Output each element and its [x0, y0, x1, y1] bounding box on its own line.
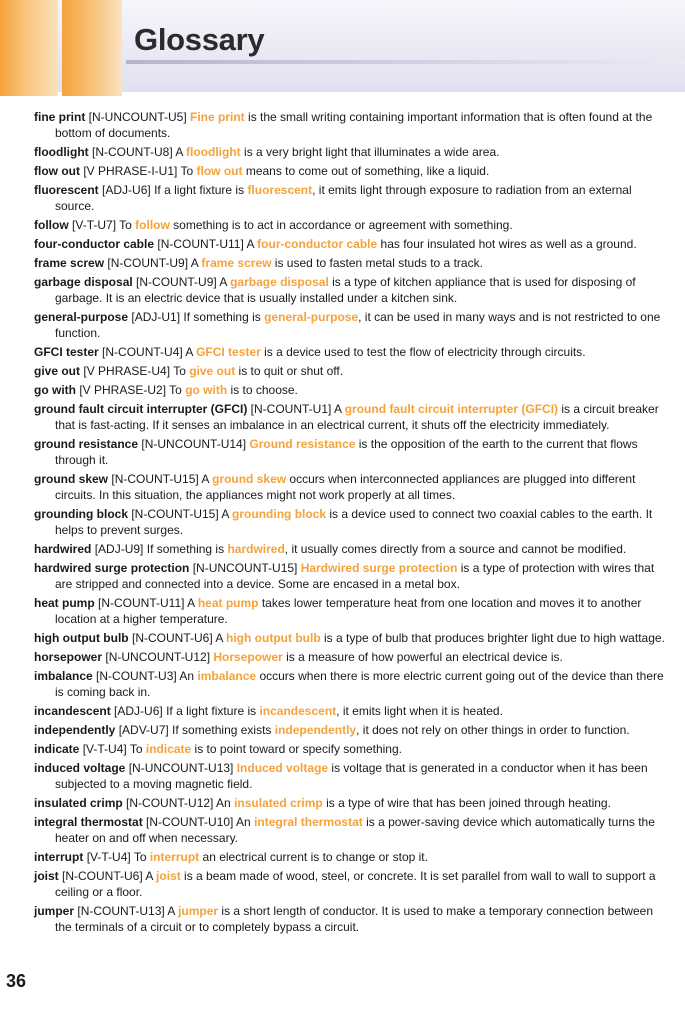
definition-lead-in: An [216, 796, 235, 810]
glossary-term: heat pump [34, 596, 95, 610]
glossary-term: jumper [34, 904, 75, 918]
glossary-tag: [N-COUNT-U12] [126, 796, 214, 810]
glossary-tag: [N-COUNT-U13] [77, 904, 165, 918]
definition-text: is a type of bulb that produces brighter light due to high wattage. [320, 631, 665, 645]
glossary-term: flow out [34, 164, 80, 178]
page-number: 36 [6, 971, 27, 991]
glossary-entry [34, 163, 668, 179]
definition-lead-in: If something exists [172, 723, 275, 737]
glossary-term: indicate [34, 742, 80, 756]
highlighted-term: high output bulb [226, 631, 321, 645]
glossary-entry [34, 109, 668, 141]
definition-text: is a type of kitchen appliance that is used for disposing of garbage. It is an electric device that is usually installed under a kitchen sink. [55, 275, 636, 305]
glossary-term: give out [34, 364, 81, 378]
definition-lead-in: To [133, 850, 150, 864]
page-title: Glossary [134, 22, 265, 57]
definition-text: an electrical current is to change or stop it. [199, 850, 428, 864]
definition-text: occurs when interconnected appliances are plugged into different circuits. In this situation, the appliances might not work properly at all times. [55, 472, 636, 502]
glossary-term: follow [34, 218, 69, 232]
definition-text: is a beam made of wood, steel, or concrete. It is set parallel from wall to wall to support a ceiling or a floor. [55, 869, 656, 899]
glossary-tag: [N-COUNT-U9] [107, 256, 189, 270]
glossary-term: integral thermostat [34, 815, 143, 829]
glossary-entry [34, 506, 668, 538]
glossary-term: fluorescent [34, 183, 99, 197]
definition-text: is a type of protection with wires that are stripped and connected into a device. Some are encased in a metal box. [55, 561, 655, 591]
definition-lead-in: An [179, 669, 198, 683]
definition-lead-in: A [175, 145, 187, 159]
glossary-entry [34, 868, 668, 900]
glossary-tag: [ADJ-U9] [94, 542, 144, 556]
highlighted-term: joist [156, 869, 181, 883]
glossary-entry [34, 274, 668, 306]
highlighted-term: Ground resistance [249, 437, 356, 451]
glossary-tag: [N-COUNT-U3] [96, 669, 177, 683]
definition-text: , it emits light through exposure to radiation from an external source. [55, 183, 632, 213]
highlighted-term: incandescent [259, 704, 337, 718]
glossary-term: hardwired [34, 542, 92, 556]
definition-lead-in: A [219, 275, 231, 289]
definition-lead-in: A [334, 402, 345, 416]
definition-lead-in: A [185, 345, 197, 359]
glossary-entry [34, 382, 668, 398]
glossary-term: induced voltage [34, 761, 126, 775]
highlighted-term: insulated crimp [234, 796, 323, 810]
glossary-tag: [V PHRASE-U2] [79, 383, 167, 397]
glossary-entry [34, 741, 668, 757]
definition-lead-in: A [167, 904, 179, 918]
definition-text: occurs when there is more electric current going out of the device than there is coming back in. [55, 669, 664, 699]
glossary-term: ground fault circuit interrupter (GFCI) [34, 402, 248, 416]
glossary-tag: [N-COUNT-U4] [102, 345, 183, 359]
glossary-tag: [V PHRASE-I-U1] [83, 164, 178, 178]
glossary-entry [34, 471, 668, 503]
glossary-term: insulated crimp [34, 796, 123, 810]
glossary-tag: [N-COUNT-U1] [250, 402, 332, 416]
highlighted-term: ground fault circuit interrupter (GFCI) [344, 402, 559, 416]
glossary-term: garbage disposal [34, 275, 133, 289]
definition-text: , it does not rely on other things in order to function. [356, 723, 630, 737]
definition-text: is to point toward or specify something. [191, 742, 402, 756]
glossary-term: incandescent [34, 704, 111, 718]
definition-text: is the small writing containing important information that is often found at the bottom of documents. [55, 110, 653, 140]
glossary-term: general-purpose [34, 310, 129, 324]
highlighted-term: imbalance [197, 669, 257, 683]
definition-text: , it usually comes directly from a source and cannot be modified. [284, 542, 627, 556]
glossary-term: horsepower [34, 650, 103, 664]
highlighted-term: Fine print [190, 110, 245, 124]
glossary-entry [34, 795, 668, 811]
glossary-tag: [N-COUNT-U15] [111, 472, 199, 486]
highlighted-term: interrupt [149, 850, 200, 864]
highlighted-term: integral thermostat [254, 815, 363, 829]
definition-text: , it can be used in many ways and is not restricted to one function. [55, 310, 661, 340]
page-header [0, 0, 685, 100]
definition-text: is a circuit breaker that is fast-acting. If it senses an imbalance in an electrical current, it shuts off the electricity immediately. [55, 402, 659, 432]
glossary-tag: [ADJ-U1] [131, 310, 181, 324]
title-underline [126, 60, 685, 64]
glossary-term: GFCI tester [34, 345, 99, 359]
highlighted-term: Hardwired surge protection [300, 561, 458, 575]
definition-lead-in: A [221, 507, 233, 521]
glossary-entry [34, 217, 668, 233]
highlighted-term: indicate [145, 742, 192, 756]
glossary-entry [34, 560, 668, 592]
highlighted-term: go with [185, 383, 228, 397]
glossary-tag: [N-COUNT-U10] [146, 815, 234, 829]
highlighted-term: general-purpose [264, 310, 359, 324]
highlighted-term: hardwired [227, 542, 285, 556]
glossary-tag: [ADV-U7] [118, 723, 169, 737]
highlighted-term: give out [189, 364, 236, 378]
definition-text: is a measure of how powerful an electrical device is. [282, 650, 563, 664]
highlighted-term: follow [135, 218, 170, 232]
definition-text: is a power-saving device which automatically turns the heater on and off when necessary. [55, 815, 655, 845]
glossary-tag: [V-T-U4] [82, 742, 127, 756]
highlighted-term: grounding block [232, 507, 327, 521]
definition-lead-in: If something is [183, 310, 265, 324]
definition-lead-in: A [215, 631, 227, 645]
glossary-entry [34, 849, 668, 865]
highlighted-term: floodlight [186, 145, 241, 159]
glossary-tag: [N-UNCOUNT-U14] [141, 437, 247, 451]
definition-text: takes lower temperature heat from one location and moves it to another location at a higher temperature. [55, 596, 642, 626]
definition-text: is a short length of conductor. It is used to make a temporary connection between the terminals of a circuit or to completely bypass a circuit. [55, 904, 653, 934]
glossary-term: joist [34, 869, 59, 883]
glossary-entry [34, 436, 668, 468]
glossary-entry [34, 182, 668, 214]
highlighted-term: four-conductor cable [257, 237, 378, 251]
definition-text: something is to act in accordance or agreement with something. [169, 218, 513, 232]
highlighted-term: heat pump [197, 596, 259, 610]
glossary-entry [34, 630, 668, 646]
definition-lead-in: To [173, 364, 190, 378]
glossary-tag: [ADJ-U6] [102, 183, 151, 197]
definition-lead-in: To [169, 383, 186, 397]
highlighted-term: GFCI tester [196, 345, 261, 359]
glossary-entry [34, 363, 668, 379]
definition-lead-in: To [180, 164, 197, 178]
glossary-term: hardwired surge protection [34, 561, 190, 575]
definition-lead-in: A [201, 472, 213, 486]
definition-text: is a very bright light that illuminates a wide area. [240, 145, 500, 159]
definition-lead-in: If something is [146, 542, 228, 556]
definition-lead-in: A [145, 869, 157, 883]
glossary-entry [34, 903, 668, 935]
glossary-term: high output bulb [34, 631, 129, 645]
orange-decor-bar-left [0, 0, 58, 96]
glossary-entry [34, 309, 668, 341]
highlighted-term: Horsepower [213, 650, 283, 664]
glossary-term: fine print [34, 110, 86, 124]
glossary-entry [34, 649, 668, 665]
definition-text: is to quit or shut off. [235, 364, 344, 378]
definition-lead-in: If a light fixture is [154, 183, 248, 197]
glossary-tag: [N-UNCOUNT-U15] [192, 561, 298, 575]
definition-text: is used to fasten metal studs to a track. [271, 256, 483, 270]
glossary-term: interrupt [34, 850, 84, 864]
glossary-term: ground resistance [34, 437, 139, 451]
glossary-entry [34, 722, 668, 738]
glossary-entry [34, 668, 668, 700]
definition-lead-in: To [129, 742, 146, 756]
highlighted-term: frame screw [201, 256, 272, 270]
definition-text: is a type of wire that has been joined through heating. [322, 796, 611, 810]
glossary-tag: [ADJ-U6] [114, 704, 163, 718]
highlighted-term: independently [274, 723, 357, 737]
definition-lead-in: A [187, 596, 198, 610]
glossary-entry [34, 814, 668, 846]
highlighted-term: ground skew [212, 472, 287, 486]
glossary-tag: [N-COUNT-U11] [157, 237, 244, 251]
glossary-entry [34, 595, 668, 627]
glossary-tag: [V-T-U4] [86, 850, 131, 864]
glossary-tag: [V PHRASE-U4] [83, 364, 171, 378]
glossary-tag: [N-UNCOUNT-U5] [88, 110, 187, 124]
glossary-term: frame screw [34, 256, 105, 270]
glossary-entry [34, 344, 668, 360]
definition-text: , it emits light when it is heated. [336, 704, 503, 718]
glossary-term: floodlight [34, 145, 89, 159]
highlighted-term: flow out [196, 164, 243, 178]
glossary-entry [34, 760, 668, 792]
highlighted-term: garbage disposal [230, 275, 329, 289]
definition-lead-in: To [119, 218, 136, 232]
glossary-entry [34, 255, 668, 271]
glossary-term: imbalance [34, 669, 93, 683]
glossary-entry [34, 541, 668, 557]
definition-lead-in: If a light fixture is [166, 704, 260, 718]
glossary-entry [34, 144, 668, 160]
orange-decor-bar-right [62, 0, 122, 96]
glossary-term: ground skew [34, 472, 109, 486]
definition-lead-in: A [190, 256, 202, 270]
glossary-entry [34, 401, 668, 433]
glossary-tag: [N-UNCOUNT-U13] [128, 761, 234, 775]
glossary-term: independently [34, 723, 116, 737]
glossary-list [34, 109, 668, 938]
definition-text: is voltage that is generated in a conductor when it has been subjected to a moving magnetic field. [55, 761, 648, 791]
glossary-tag: [N-COUNT-U15] [131, 507, 219, 521]
highlighted-term: fluorescent [247, 183, 313, 197]
definition-text: is to choose. [227, 383, 298, 397]
glossary-entry [34, 703, 668, 719]
definition-text: is the opposition of the earth to the current that flows through it. [55, 437, 638, 467]
glossary-entry [34, 236, 668, 252]
definition-lead-in: An [236, 815, 255, 829]
definition-text: is a device used to test the flow of electricity through circuits. [260, 345, 586, 359]
glossary-term: grounding block [34, 507, 128, 521]
definition-text: means to come out of something, like a liquid. [242, 164, 490, 178]
definition-text: has four insulated hot wires as well as a ground. [377, 237, 637, 251]
highlighted-term: jumper [178, 904, 219, 918]
glossary-tag: [V-T-U7] [72, 218, 117, 232]
glossary-tag: [N-COUNT-U6] [62, 869, 143, 883]
glossary-term: go with [34, 383, 76, 397]
glossary-tag: [N-COUNT-U9] [136, 275, 217, 289]
definition-text: is a device used to connect two coaxial cables to the earth. It helps to prevent surges. [55, 507, 653, 537]
glossary-term: four-conductor cable [34, 237, 155, 251]
glossary-tag: [N-COUNT-U11] [98, 596, 185, 610]
highlighted-term: Induced voltage [236, 761, 329, 775]
definition-lead-in: A [246, 237, 258, 251]
glossary-tag: [N-COUNT-U8] [92, 145, 173, 159]
glossary-tag: [N-UNCOUNT-U12] [105, 650, 211, 664]
glossary-tag: [N-COUNT-U6] [131, 631, 213, 645]
